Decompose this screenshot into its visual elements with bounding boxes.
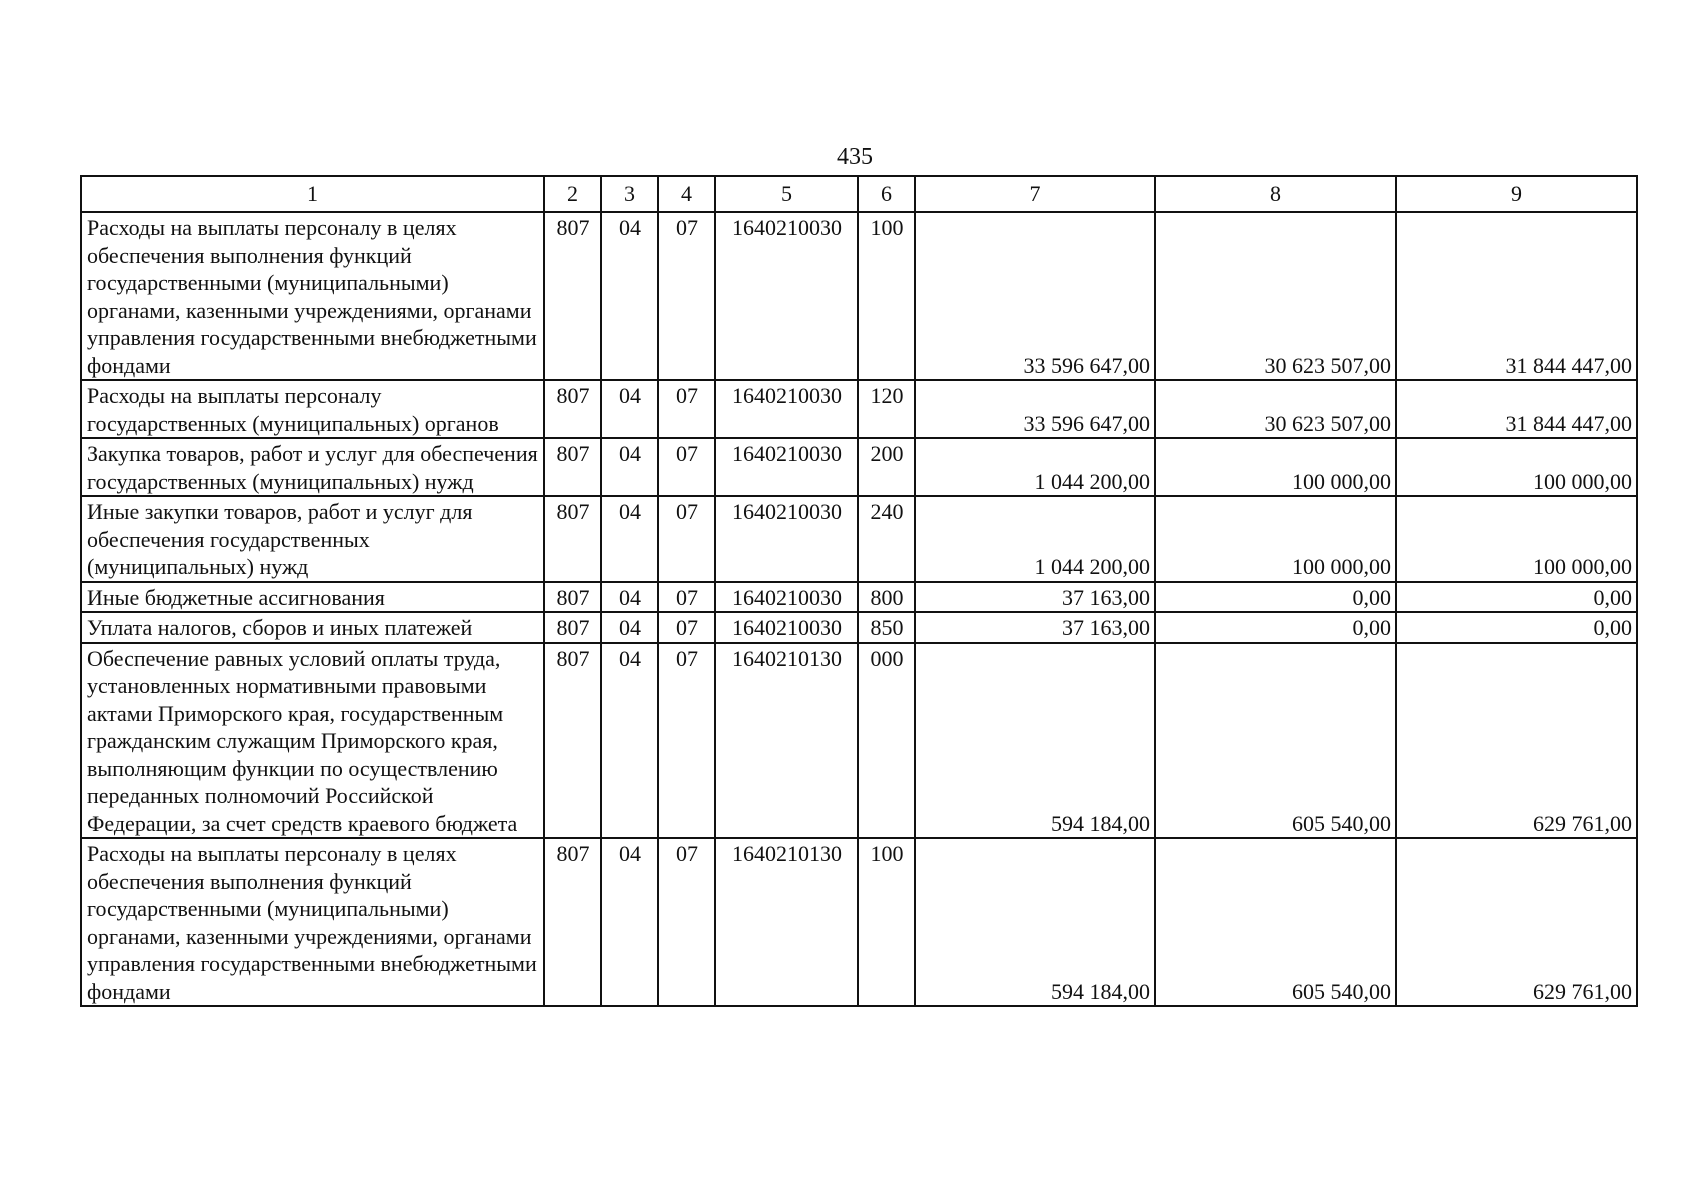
header-cell-8: 8	[1155, 176, 1396, 212]
col8-amount: 605 540,00	[1155, 838, 1396, 1006]
col4-code: 07	[658, 496, 715, 582]
row-description: Иные бюджетные ассигнования	[81, 582, 544, 613]
col7-amount: 1 044 200,00	[915, 438, 1155, 496]
row-description: Закупка товаров, работ и услуг для обеспечения государственных (муниципальных) нужд	[81, 438, 544, 496]
col3-code: 04	[601, 838, 658, 1006]
header-cell-9: 9	[1396, 176, 1637, 212]
col6-code: 800	[858, 582, 915, 613]
col7-amount: 33 596 647,00	[915, 380, 1155, 438]
col8-amount: 0,00	[1155, 612, 1396, 643]
col7-amount: 594 184,00	[915, 643, 1155, 839]
row-description: Уплата налогов, сборов и иных платежей	[81, 612, 544, 643]
col3-code: 04	[601, 438, 658, 496]
col8-amount: 0,00	[1155, 582, 1396, 613]
col5-code: 1640210030	[715, 212, 858, 380]
col4-code: 07	[658, 212, 715, 380]
row-description: Расходы на выплаты персоналу в целях обеспечения выполнения функций государственными (муниципальными) органами, казенными учреждениями, органами управления государственными внебюджетными фондами	[81, 212, 544, 380]
header-cell-2: 2	[544, 176, 601, 212]
col6-code: 200	[858, 438, 915, 496]
col6-code: 120	[858, 380, 915, 438]
col3-code: 04	[601, 496, 658, 582]
col4-code: 07	[658, 380, 715, 438]
col5-code: 1640210030	[715, 496, 858, 582]
col2-code: 807	[544, 643, 601, 839]
col9-amount: 100 000,00	[1396, 438, 1637, 496]
col5-code: 1640210030	[715, 380, 858, 438]
col5-code: 1640210030	[715, 438, 858, 496]
col9-amount: 0,00	[1396, 612, 1637, 643]
header-cell-4: 4	[658, 176, 715, 212]
col5-code: 1640210130	[715, 643, 858, 839]
col4-code: 07	[658, 838, 715, 1006]
header-row	[81, 176, 1637, 212]
col3-code: 04	[601, 380, 658, 438]
col7-amount: 594 184,00	[915, 838, 1155, 1006]
table-row	[81, 612, 1637, 643]
col4-code: 07	[658, 582, 715, 613]
col4-code: 07	[658, 438, 715, 496]
col2-code: 807	[544, 212, 601, 380]
table-row	[81, 838, 1637, 1006]
col3-code: 04	[601, 643, 658, 839]
col3-code: 04	[601, 212, 658, 380]
col8-amount: 605 540,00	[1155, 643, 1396, 839]
header-cell-3: 3	[601, 176, 658, 212]
col9-amount: 31 844 447,00	[1396, 212, 1637, 380]
table-row	[81, 643, 1637, 839]
col7-amount: 37 163,00	[915, 612, 1155, 643]
col2-code: 807	[544, 612, 601, 643]
header-cell-7: 7	[915, 176, 1155, 212]
col3-code: 04	[601, 612, 658, 643]
col8-amount: 100 000,00	[1155, 496, 1396, 582]
header-cell-5: 5	[715, 176, 858, 212]
row-description: Обеспечение равных условий оплаты труда, установленных нормативными правовыми актами Приморского края, государственным гражданским служащим Приморского края, выполняющим функции по осуществлению переданных полномочий Российской Федерации, за счет средств краевого бюджета	[81, 643, 544, 839]
row-description: Иные закупки товаров, работ и услуг для обеспечения государственных (муниципальных) нужд	[81, 496, 544, 582]
col5-code: 1640210030	[715, 612, 858, 643]
budget-table	[80, 175, 1638, 1007]
col6-code: 000	[858, 643, 915, 839]
header-cell-6: 6	[858, 176, 915, 212]
col9-amount: 31 844 447,00	[1396, 380, 1637, 438]
col9-amount: 0,00	[1396, 582, 1637, 613]
col2-code: 807	[544, 838, 601, 1006]
col9-amount: 629 761,00	[1396, 838, 1637, 1006]
header-cell-1: 1	[81, 176, 544, 212]
col6-code: 850	[858, 612, 915, 643]
col7-amount: 33 596 647,00	[915, 212, 1155, 380]
table-row	[81, 380, 1637, 438]
col2-code: 807	[544, 380, 601, 438]
col2-code: 807	[544, 582, 601, 613]
col7-amount: 37 163,00	[915, 582, 1155, 613]
col8-amount: 30 623 507,00	[1155, 380, 1396, 438]
col9-amount: 629 761,00	[1396, 643, 1637, 839]
table-row	[81, 438, 1637, 496]
table-row	[81, 582, 1637, 613]
col7-amount: 1 044 200,00	[915, 496, 1155, 582]
col8-amount: 100 000,00	[1155, 438, 1396, 496]
col6-code: 100	[858, 212, 915, 380]
row-description: Расходы на выплаты персоналу государственных (муниципальных) органов	[81, 380, 544, 438]
row-description: Расходы на выплаты персоналу в целях обеспечения выполнения функций государственными (муниципальными) органами, казенными учреждениями, органами управления государственными внебюджетными фондами	[81, 838, 544, 1006]
col6-code: 100	[858, 838, 915, 1006]
col5-code: 1640210130	[715, 838, 858, 1006]
col8-amount: 30 623 507,00	[1155, 212, 1396, 380]
col2-code: 807	[544, 438, 601, 496]
table-row	[81, 212, 1637, 380]
col4-code: 07	[658, 643, 715, 839]
col4-code: 07	[658, 612, 715, 643]
col3-code: 04	[601, 582, 658, 613]
col2-code: 807	[544, 496, 601, 582]
col6-code: 240	[858, 496, 915, 582]
col9-amount: 100 000,00	[1396, 496, 1637, 582]
page-number: 435	[837, 144, 873, 170]
table-row	[81, 496, 1637, 582]
col5-code: 1640210030	[715, 582, 858, 613]
